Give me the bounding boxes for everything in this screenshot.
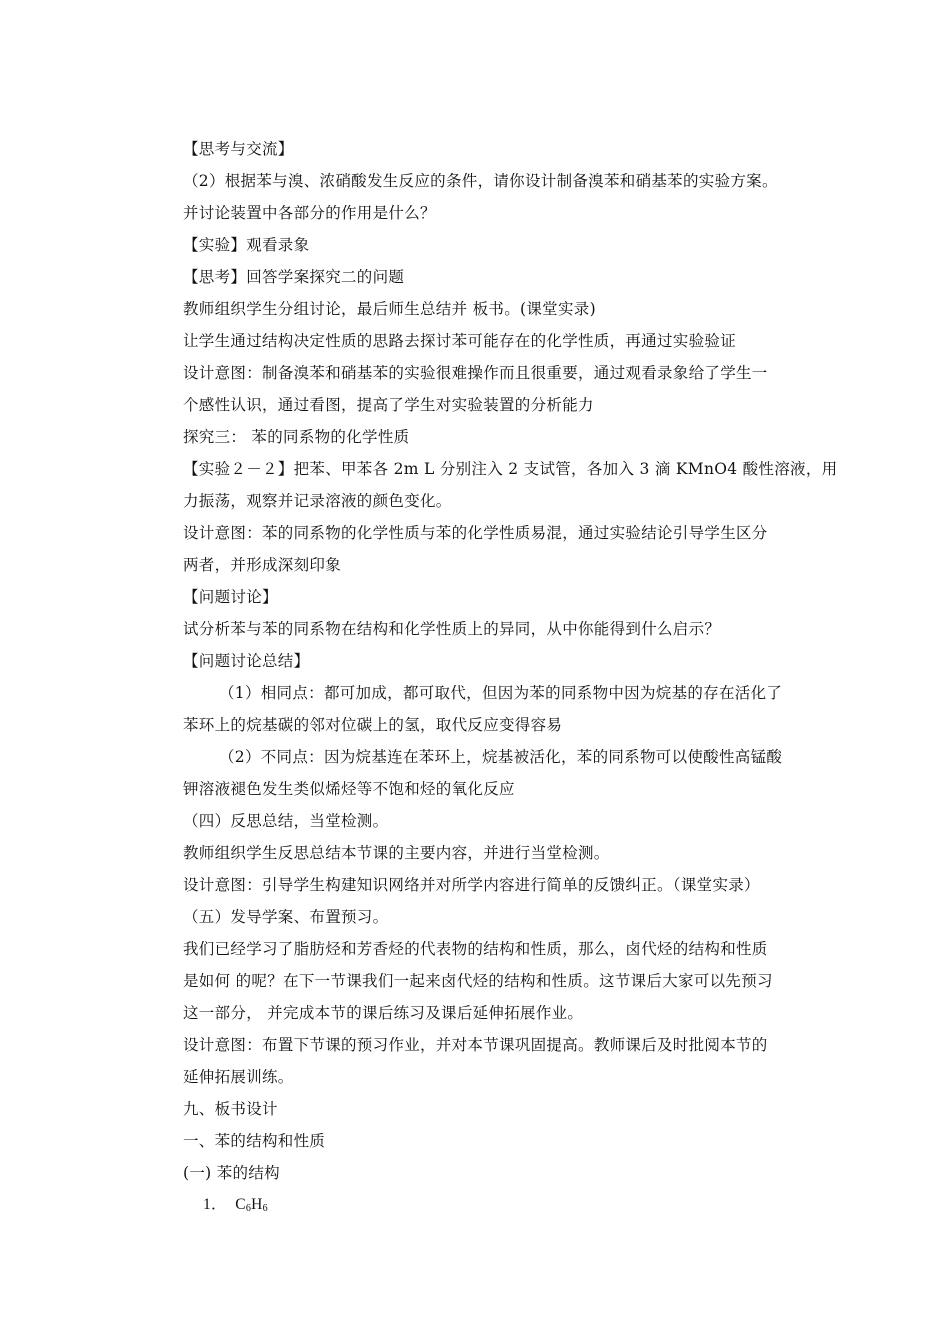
section-heading-board-design: 九、板书设计 bbox=[183, 1100, 278, 1118]
paragraph-line: 让学生通过结构决定性质的思路去探讨苯可能存在的化学性质，再通过实验验证 bbox=[183, 332, 737, 350]
summary-similarity-line: （1）相同点：都可加成，都可取代，但因为苯的同系物中因为烷基的存在活化了 bbox=[219, 684, 783, 702]
paragraph-line: 我们已经学习了脂肪烃和芳香烃的代表物的结构和性质，那么，卤代烃的结构和性质 bbox=[183, 940, 768, 958]
paragraph-line: 教师组织学生分组讨论，最后师生总结并 板书。(课堂实录) bbox=[183, 300, 596, 318]
heading-think: 【思考】回答学案探究二的问题 bbox=[183, 268, 405, 286]
paragraph-line: 延伸拓展训练。 bbox=[183, 1068, 294, 1086]
formula-carbon-subscript: 6 bbox=[245, 1203, 252, 1214]
paragraph-line: 教师组织学生反思总结本节课的主要内容，并进行当堂检测。 bbox=[183, 844, 610, 862]
paragraph-line: 是如何 的呢？在下一节课我们一起来卤代烃的结构和性质。这节课后大家可以先预习 bbox=[183, 972, 773, 990]
document-page bbox=[183, 133, 838, 1221]
heading-experiment: 【实验】观看录象 bbox=[183, 236, 310, 254]
heading-discussion-summary: 【问题讨论总结】 bbox=[183, 652, 310, 670]
design-intent-line: 设计意图：苯的同系物的化学性质与苯的化学性质易混，通过实验结论引导学生区分 bbox=[183, 524, 768, 542]
paragraph-line: 钾溶液褪色发生类似烯烃等不饱和烃的氧化反应 bbox=[183, 780, 515, 798]
heading-think-exchange: 【思考与交流】 bbox=[183, 140, 294, 158]
design-intent-line: 设计意图：制备溴苯和硝基苯的实验很难操作而且很重要，通过观看录象给了学生一 bbox=[183, 364, 768, 382]
paragraph-line: 力振荡，观察并记录溶液的颜色变化。 bbox=[183, 492, 452, 510]
heading-discussion: 【问题讨论】 bbox=[183, 588, 278, 606]
design-intent-line: 设计意图：引导学生构建知识网络并对所学内容进行简单的反馈纠正。（课堂实录） bbox=[183, 876, 760, 894]
formula-hydrogen-subscript: 6 bbox=[262, 1203, 268, 1214]
board-subheading-structure: (一) 苯的结构 bbox=[183, 1164, 280, 1182]
section-heading-explore-three: 探究三： 苯的同系物的化学性质 bbox=[183, 428, 410, 446]
paragraph-line: 个感性认识，通过看图，提高了学生对实验装置的分析能力 bbox=[183, 396, 594, 414]
formula-carbon: C bbox=[235, 1196, 246, 1213]
molecular-formula-line bbox=[183, 1189, 815, 1221]
section-heading-preview: （五）发导学案、布置预习。 bbox=[183, 908, 389, 926]
formula-hydrogen: H bbox=[251, 1196, 263, 1213]
paragraph-line: 这一部分， 并完成本节的课后练习及课后延伸拓展作业。 bbox=[183, 1004, 584, 1022]
paragraph-line: 并讨论装置中各部分的作用是什么？ bbox=[183, 204, 436, 222]
formula-number: 1． bbox=[203, 1196, 227, 1213]
board-heading-benzene: 一、苯的结构和性质 bbox=[183, 1132, 326, 1150]
paragraph-line: 苯环上的烷基碳的邻对位碳上的氢，取代反应变得容易 bbox=[183, 716, 563, 734]
paragraph-line: （2）根据苯与溴、浓硝酸发生反应的条件，请你设计制备溴苯和硝基苯的实验方案。 bbox=[183, 172, 778, 190]
paragraph-line: 试分析苯与苯的同系物在结构和化学性质上的异同，从中你能得到什么启示？ bbox=[183, 620, 721, 638]
section-heading-reflection: （四）反思总结，当堂检测。 bbox=[183, 812, 389, 830]
experiment-2-2-line: 【实验２－２】把苯、甲苯各 2m L 分别注入 2 支试管，各加入 3 滴 KMnO4 酸性溶液，用 bbox=[183, 460, 838, 478]
summary-difference-line: （2）不同点：因为烷基连在苯环上，烷基被活化，苯的同系物可以使酸性高锰酸 bbox=[219, 748, 783, 766]
design-intent-line: 设计意图：布置下节课的预习作业，并对本节课巩固提高。教师课后及时批阅本节的 bbox=[183, 1036, 768, 1054]
paragraph-line: 两者，并形成深刻印象 bbox=[183, 556, 342, 574]
